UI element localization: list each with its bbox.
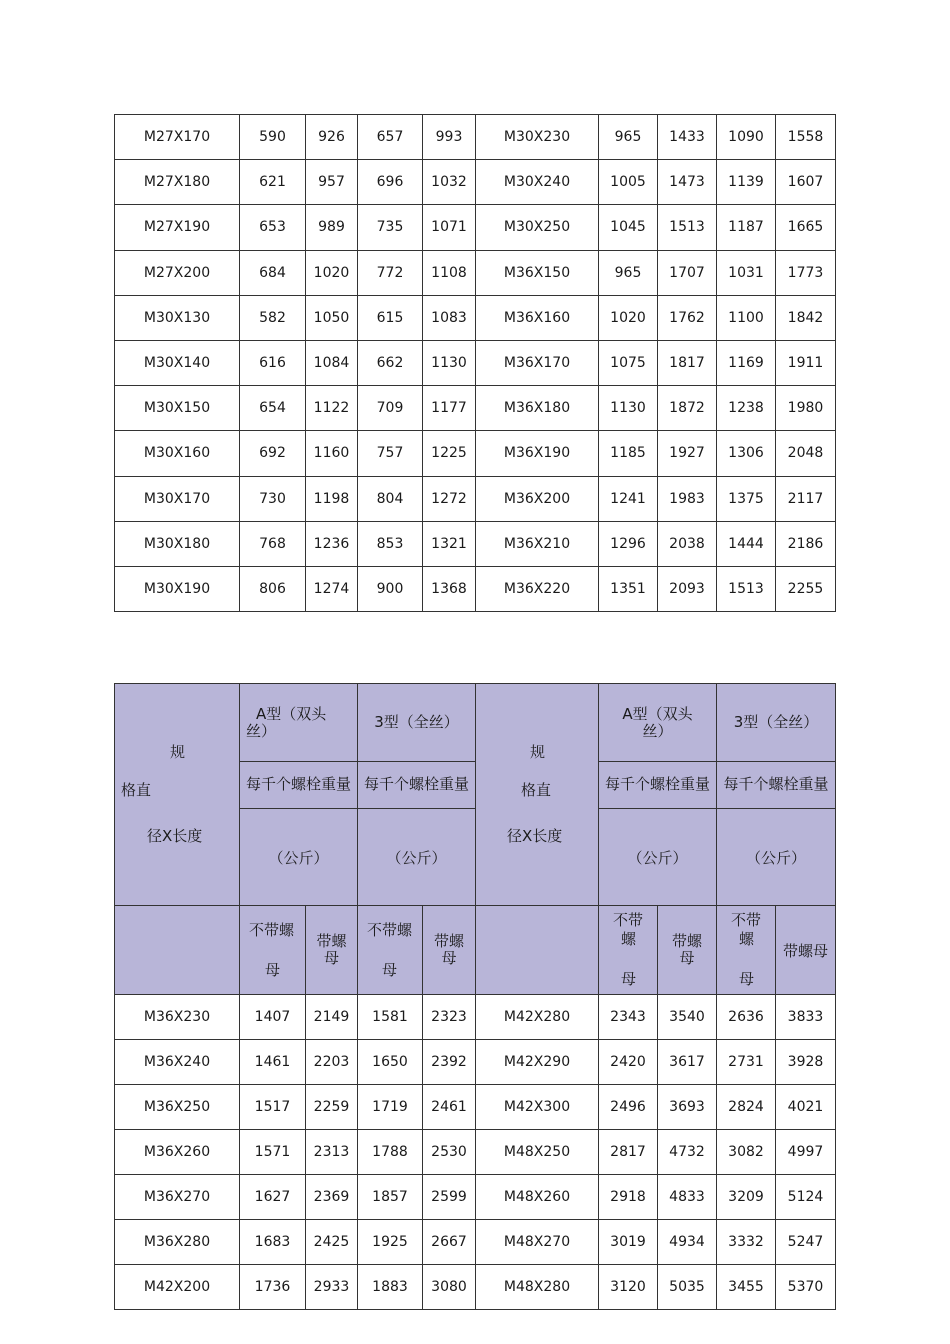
weight-cell: 1090 — [717, 115, 776, 160]
without-nut-a-right — [599, 906, 658, 995]
table-row — [115, 1040, 836, 1085]
weight-cell: 1185 — [599, 431, 658, 476]
weight-cell: 730 — [240, 476, 306, 521]
without-nut-b-left-l2: 母 — [382, 961, 398, 979]
with-nut-a-right-l1: 带螺 — [671, 932, 702, 950]
table-row — [115, 250, 836, 295]
weight-cell: 993 — [423, 115, 476, 160]
spec-header-right-line3: 径X长度 — [507, 827, 563, 845]
spec-cell: M36X160 — [476, 295, 599, 340]
weight-cell: 772 — [358, 250, 423, 295]
weight-cell: 4997 — [776, 1130, 836, 1175]
table-row — [115, 386, 836, 431]
weight-cell: 1045 — [599, 205, 658, 250]
without-nut-b-right-l3: 母 — [739, 970, 755, 988]
weight-cell: 4732 — [658, 1130, 717, 1175]
spec-cell: M48X270 — [476, 1220, 599, 1265]
spec-cell: M42X300 — [476, 1085, 599, 1130]
table-row — [115, 160, 836, 205]
weight-cell: 3332 — [717, 1220, 776, 1265]
weight-cell: 1130 — [423, 340, 476, 385]
weight-cell: 1187 — [717, 205, 776, 250]
with-nut-b-left-l1: 带螺 — [433, 932, 464, 950]
unit-a-left — [240, 809, 358, 906]
spec-cell: M36X230 — [115, 995, 240, 1040]
weight-cell: 696 — [358, 160, 423, 205]
weight-cell: 3120 — [599, 1265, 658, 1310]
weight-cell: 1005 — [599, 160, 658, 205]
weight-cell: 1238 — [717, 386, 776, 431]
weight-cell: 1296 — [599, 521, 658, 566]
weight-cell: 1927 — [658, 431, 717, 476]
weight-cell: 1108 — [423, 250, 476, 295]
weight-cell: 692 — [240, 431, 306, 476]
without-nut-b-right — [717, 906, 776, 995]
table-row — [115, 205, 836, 250]
weight-cell: 1306 — [717, 431, 776, 476]
weight-cell: 4934 — [658, 1220, 717, 1265]
weight-cell: 1473 — [658, 160, 717, 205]
spec-cell: M27X190 — [115, 205, 240, 250]
table-2-body — [115, 684, 836, 1310]
weight-cell: 1177 — [423, 386, 476, 431]
spec-cell: M30X190 — [115, 566, 240, 611]
weight-cell: 653 — [240, 205, 306, 250]
weight-cell: 3080 — [423, 1265, 476, 1310]
weight-cell: 1272 — [423, 476, 476, 521]
unit-b-right-label: （公斤） — [745, 848, 806, 867]
type-b-header-left — [358, 684, 476, 762]
spec-cell: M36X180 — [476, 386, 599, 431]
weight-cell: 1842 — [776, 295, 836, 340]
weight-cell: 684 — [240, 250, 306, 295]
weight-cell: 1368 — [423, 566, 476, 611]
weight-cell: 1075 — [599, 340, 658, 385]
weight-cell: 1883 — [358, 1265, 423, 1310]
weight-cell: 2323 — [423, 995, 476, 1040]
weight-cell: 1980 — [776, 386, 836, 431]
table-row — [115, 566, 836, 611]
weight-cell: 2369 — [306, 1175, 358, 1220]
type-a-right-line1: A型（双头 — [622, 704, 693, 723]
weight-cell: 989 — [306, 205, 358, 250]
weight-cell: 757 — [358, 431, 423, 476]
type-a-line2: 丝） — [246, 721, 277, 740]
spec-cell: M30X130 — [115, 295, 240, 340]
without-nut-b-right-l1: 不带 — [731, 911, 762, 929]
weight-cell: 3693 — [658, 1085, 717, 1130]
per-thousand-b-right-label: 每千个螺栓重量 — [723, 775, 829, 794]
with-nut-a-left-l2: 母 — [323, 949, 339, 967]
weight-cell: 2636 — [717, 995, 776, 1040]
without-nut-b-left-l1: 不带螺 — [367, 921, 413, 939]
with-nut-a-right — [658, 906, 717, 995]
weight-cell: 1983 — [658, 476, 717, 521]
with-nut-b-left — [423, 906, 476, 995]
weight-cell: 1444 — [717, 521, 776, 566]
spec-cell: M27X170 — [115, 115, 240, 160]
weight-cell: 900 — [358, 566, 423, 611]
with-nut-b-right — [776, 906, 836, 995]
weight-cell: 2392 — [423, 1040, 476, 1085]
weight-cell: 2824 — [717, 1085, 776, 1130]
spec-header-right — [476, 684, 599, 906]
unit-a-right-label: （公斤） — [627, 848, 688, 867]
weight-cell: 2343 — [599, 995, 658, 1040]
weight-cell: 1627 — [240, 1175, 306, 1220]
table-row — [115, 295, 836, 340]
spec-cell: M36X250 — [115, 1085, 240, 1130]
table-row — [115, 1265, 836, 1310]
spec-cell: M30X160 — [115, 431, 240, 476]
weight-cell: 735 — [358, 205, 423, 250]
spec-cell: M27X180 — [115, 160, 240, 205]
weight-cell: 1707 — [658, 250, 717, 295]
without-nut-a-right-l1: 不带 — [613, 911, 644, 929]
spec-cell: M36X170 — [476, 340, 599, 385]
weight-cell: 1817 — [658, 340, 717, 385]
weight-cell: 926 — [306, 115, 358, 160]
weight-cell: 1788 — [358, 1130, 423, 1175]
weight-cell: 1083 — [423, 295, 476, 340]
weight-cell: 1762 — [658, 295, 717, 340]
type-a-header-right — [599, 684, 717, 762]
spec-header-line3: 径X长度 — [147, 827, 203, 845]
type-b-right-label: 3型（全丝） — [733, 713, 819, 732]
weight-cell: 621 — [240, 160, 306, 205]
weight-cell: 590 — [240, 115, 306, 160]
weight-cell: 657 — [358, 115, 423, 160]
weight-cell: 2933 — [306, 1265, 358, 1310]
weight-cell: 2255 — [776, 566, 836, 611]
spec-header-right-line2: 格直 — [521, 781, 552, 799]
weight-cell: 957 — [306, 160, 358, 205]
bolt-weight-table-1 — [114, 114, 836, 612]
weight-cell: 1321 — [423, 521, 476, 566]
weight-cell: 1375 — [717, 476, 776, 521]
weight-cell: 2918 — [599, 1175, 658, 1220]
spec-cell: M30X150 — [115, 386, 240, 431]
weight-cell: 3928 — [776, 1040, 836, 1085]
type-a-line1: A型（双头 — [256, 704, 327, 723]
weight-cell: 1031 — [717, 250, 776, 295]
unit-b-right — [717, 809, 836, 906]
weight-cell: 1139 — [717, 160, 776, 205]
weight-cell: 1773 — [776, 250, 836, 295]
spec-cell: M30X140 — [115, 340, 240, 385]
weight-cell: 1857 — [358, 1175, 423, 1220]
spec-cell: M48X250 — [476, 1130, 599, 1175]
weight-cell: 965 — [599, 115, 658, 160]
without-nut-b-left — [358, 906, 423, 995]
per-thousand-b-right — [717, 762, 836, 809]
weight-cell: 1071 — [423, 205, 476, 250]
weight-cell: 1571 — [240, 1130, 306, 1175]
spec-cell: M36X260 — [115, 1130, 240, 1175]
weight-cell: 616 — [240, 340, 306, 385]
per-thousand-a-left-label: 每千个螺栓重量 — [245, 775, 351, 794]
with-nut-a-left-l1: 带螺 — [316, 932, 347, 950]
weight-cell: 2093 — [658, 566, 717, 611]
spec-header-left-cont — [115, 906, 240, 995]
weight-cell: 1407 — [240, 995, 306, 1040]
weight-cell: 2731 — [717, 1040, 776, 1085]
weight-cell: 3019 — [599, 1220, 658, 1265]
weight-cell: 1513 — [658, 205, 717, 250]
spec-header-line2: 格直 — [121, 781, 152, 799]
weight-cell: 1225 — [423, 431, 476, 476]
weight-cell: 1517 — [240, 1085, 306, 1130]
spec-cell: M30X230 — [476, 115, 599, 160]
weight-cell: 1274 — [306, 566, 358, 611]
weight-cell: 5124 — [776, 1175, 836, 1220]
spec-cell: M36X220 — [476, 566, 599, 611]
weight-cell: 965 — [599, 250, 658, 295]
weight-cell: 1558 — [776, 115, 836, 160]
spec-cell: M30X250 — [476, 205, 599, 250]
weight-cell: 3833 — [776, 995, 836, 1040]
spec-cell: M36X240 — [115, 1040, 240, 1085]
unit-a-right — [599, 809, 717, 906]
weight-cell: 1351 — [599, 566, 658, 611]
weight-cell: 2461 — [423, 1085, 476, 1130]
table-row — [115, 340, 836, 385]
spec-cell: M36X280 — [115, 1220, 240, 1265]
weight-cell: 1736 — [240, 1265, 306, 1310]
weight-cell: 5370 — [776, 1265, 836, 1310]
weight-cell: 582 — [240, 295, 306, 340]
spec-cell: M36X210 — [476, 521, 599, 566]
weight-cell: 2667 — [423, 1220, 476, 1265]
per-thousand-a-right — [599, 762, 717, 809]
unit-b-left-label: （公斤） — [386, 848, 447, 867]
weight-cell: 1461 — [240, 1040, 306, 1085]
spec-cell: M36X200 — [476, 476, 599, 521]
weight-cell: 2203 — [306, 1040, 358, 1085]
per-thousand-b-left-label: 每千个螺栓重量 — [363, 775, 469, 794]
weight-cell: 1719 — [358, 1085, 423, 1130]
spec-cell: M48X260 — [476, 1175, 599, 1220]
weight-cell: 2259 — [306, 1085, 358, 1130]
without-nut-a-left-l1: 不带螺 — [249, 921, 295, 939]
table-row — [115, 1220, 836, 1265]
without-nut-a-right-l3: 母 — [621, 970, 637, 988]
weight-cell: 1160 — [306, 431, 358, 476]
weight-cell: 1872 — [658, 386, 717, 431]
table-1-body — [115, 115, 836, 612]
spec-cell: M42X290 — [476, 1040, 599, 1085]
weight-cell: 1236 — [306, 521, 358, 566]
spec-cell: M30X180 — [115, 521, 240, 566]
weight-cell: 5247 — [776, 1220, 836, 1265]
spec-cell: M48X280 — [476, 1265, 599, 1310]
spec-cell: M27X200 — [115, 250, 240, 295]
weight-cell: 2420 — [599, 1040, 658, 1085]
spec-cell: M30X170 — [115, 476, 240, 521]
spec-cell: M36X150 — [476, 250, 599, 295]
weight-cell: 1925 — [358, 1220, 423, 1265]
weight-cell: 806 — [240, 566, 306, 611]
weight-cell: 1130 — [599, 386, 658, 431]
spec-header-line1: 规 — [170, 743, 186, 761]
weight-cell: 2048 — [776, 431, 836, 476]
weight-cell: 2530 — [423, 1130, 476, 1175]
per-thousand-a-left — [240, 762, 358, 809]
spec-header-right-cont — [476, 906, 599, 995]
per-thousand-a-right-label: 每千个螺栓重量 — [604, 775, 710, 794]
with-nut-a-left — [306, 906, 358, 995]
spec-header-left — [115, 684, 240, 906]
weight-cell: 3209 — [717, 1175, 776, 1220]
weight-cell: 3455 — [717, 1265, 776, 1310]
weight-cell: 1169 — [717, 340, 776, 385]
weight-cell: 853 — [358, 521, 423, 566]
weight-cell: 1241 — [599, 476, 658, 521]
table-row — [115, 115, 836, 160]
weight-cell: 1020 — [306, 250, 358, 295]
weight-cell: 1122 — [306, 386, 358, 431]
weight-cell: 2817 — [599, 1130, 658, 1175]
spec-cell: M30X240 — [476, 160, 599, 205]
weight-cell: 768 — [240, 521, 306, 566]
weight-cell: 1513 — [717, 566, 776, 611]
table-row — [115, 1130, 836, 1175]
unit-a-left-label: （公斤） — [268, 848, 329, 867]
without-nut-a-right-l2: 螺 — [621, 930, 637, 948]
weight-cell: 1020 — [599, 295, 658, 340]
weight-cell: 1911 — [776, 340, 836, 385]
without-nut-a-left — [240, 906, 306, 995]
table-row — [115, 995, 836, 1040]
weight-cell: 804 — [358, 476, 423, 521]
weight-cell: 3082 — [717, 1130, 776, 1175]
weight-cell: 1665 — [776, 205, 836, 250]
spec-cell: M36X190 — [476, 431, 599, 476]
weight-cell: 2599 — [423, 1175, 476, 1220]
weight-cell: 2313 — [306, 1130, 358, 1175]
weight-cell: 1100 — [717, 295, 776, 340]
type-a-header-left — [240, 684, 358, 762]
weight-cell: 2496 — [599, 1085, 658, 1130]
spec-cell: M42X280 — [476, 995, 599, 1040]
table-row — [115, 431, 836, 476]
weight-cell: 1650 — [358, 1040, 423, 1085]
type-b-header-right — [717, 684, 836, 762]
table-row — [115, 476, 836, 521]
type-b-label: 3型（全丝） — [374, 713, 459, 732]
weight-cell: 4833 — [658, 1175, 717, 1220]
without-nut-b-right-l2: 螺 — [739, 930, 755, 948]
with-nut-a-right-l2: 母 — [679, 949, 695, 967]
weight-cell: 1683 — [240, 1220, 306, 1265]
weight-cell: 1433 — [658, 115, 717, 160]
table-row — [115, 521, 836, 566]
weight-cell: 3617 — [658, 1040, 717, 1085]
weight-cell: 662 — [358, 340, 423, 385]
per-thousand-b-left — [358, 762, 476, 809]
weight-cell: 654 — [240, 386, 306, 431]
bolt-weight-table-2 — [114, 683, 836, 1310]
weight-cell: 615 — [358, 295, 423, 340]
weight-cell: 709 — [358, 386, 423, 431]
weight-cell: 1198 — [306, 476, 358, 521]
with-nut-b-left-l2: 母 — [441, 949, 457, 967]
table-row — [115, 1175, 836, 1220]
table-row — [115, 1085, 836, 1130]
weight-cell: 2186 — [776, 521, 836, 566]
weight-cell: 3540 — [658, 995, 717, 1040]
spec-cell: M42X200 — [115, 1265, 240, 1310]
weight-cell: 1581 — [358, 995, 423, 1040]
type-a-right-line2: 丝） — [642, 721, 673, 740]
weight-cell: 5035 — [658, 1265, 717, 1310]
weight-cell: 2425 — [306, 1220, 358, 1265]
weight-cell: 4021 — [776, 1085, 836, 1130]
weight-cell: 1032 — [423, 160, 476, 205]
spec-cell: M36X270 — [115, 1175, 240, 1220]
weight-cell: 2038 — [658, 521, 717, 566]
unit-b-left — [358, 809, 476, 906]
weight-cell: 1607 — [776, 160, 836, 205]
weight-cell: 2117 — [776, 476, 836, 521]
with-nut-b-right-label: 带螺母 — [782, 941, 828, 960]
spec-header-right-line1: 规 — [530, 743, 546, 761]
weight-cell: 2149 — [306, 995, 358, 1040]
weight-cell: 1050 — [306, 295, 358, 340]
without-nut-a-left-l2: 母 — [265, 961, 281, 979]
weight-cell: 1084 — [306, 340, 358, 385]
